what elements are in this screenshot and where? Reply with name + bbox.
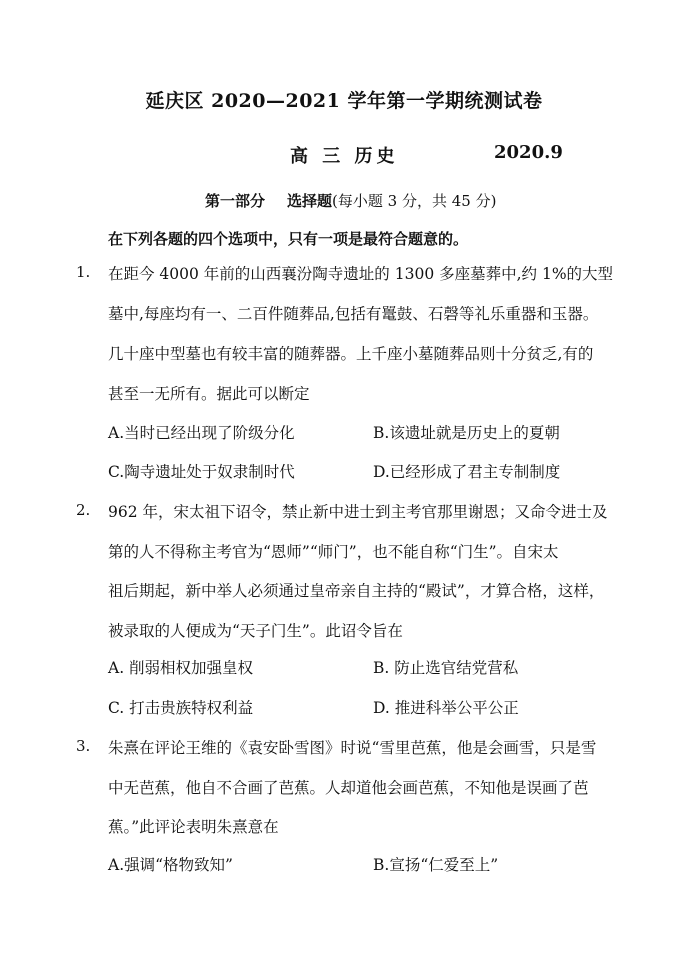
- section-type: 选择题: [287, 192, 333, 210]
- option-c: C. 打击贵族特权利益: [108, 699, 254, 717]
- option-c: C.陶寺遗址处于奴隶制时代: [108, 463, 295, 481]
- question-line: 中无芭蕉，他自不合画了芭蕉。人却道他会画芭蕉，不知他是误画了芭: [108, 779, 589, 797]
- question-number: 2.: [76, 501, 91, 519]
- option-b: B.宣扬“仁爱至上”: [373, 856, 499, 874]
- section-part: 第一部分: [205, 192, 266, 210]
- instruction-text: 在下列各题的四个选项中，只有一项是最符合题意的。: [108, 230, 469, 248]
- question-line: 墓中,每座均有一、二百件随葬品,包括有鼍鼓、石磬等礼乐重器和玉器。: [108, 305, 599, 323]
- question-line: 在距今 4000 年前的山西襄汾陶寺遗址的 1300 多座墓葬中,约 1%的大型: [108, 265, 614, 283]
- question-line: 962 年，宋太祖下诏令，禁止新中进士到主考官那里谢恩；又命令进士及: [108, 503, 608, 521]
- section-heading: [205, 190, 496, 211]
- option-d: D.已经形成了君主专制制度: [373, 463, 561, 481]
- question-number: 1.: [76, 263, 91, 281]
- question-line: 朱熹在评论王维的《袁安卧雪图》时说“雪里芭蕉，他是会画雪，只是雪: [108, 739, 597, 757]
- question-number: 3.: [76, 737, 91, 755]
- option-d: D. 推进科举公平公正: [373, 699, 519, 717]
- question-line: 第的人不得称主考官为“恩师”“师门”，也不能自称“门生”。自宋太: [108, 543, 559, 561]
- exam-date: 2020.9: [494, 142, 563, 163]
- question-line: 甚至一无所有。据此可以断定: [108, 385, 310, 403]
- option-a: A.强调“格物致知”: [108, 856, 233, 874]
- option-b: B. 防止选官结党营私: [373, 659, 519, 677]
- exam-title: 延庆区 2020—2021 学年第一学期统测试卷: [145, 90, 543, 112]
- question-line: 蕉。”此评论表明朱熹意在: [108, 818, 279, 836]
- option-a: A.当时已经出现了阶级分化: [108, 424, 295, 442]
- option-a: A. 削弱相权加强皇权: [108, 659, 254, 677]
- exam-subject: 高 三 历史: [290, 146, 399, 167]
- question-line: 被录取的人便成为“天子门生”。此诏令旨在: [108, 622, 403, 640]
- question-line: 祖后期起，新中举人必须通过皇帝亲自主持的“殿试”，才算合格，这样，: [108, 582, 605, 600]
- option-b: B.该遗址就是历史上的夏朝: [373, 424, 560, 442]
- section-scoring: (每小题 3 分，共 45 分): [332, 192, 497, 210]
- question-line: 几十座中型墓也有较丰富的随葬器。上千座小墓随葬品则十分贫乏,有的: [108, 345, 594, 363]
